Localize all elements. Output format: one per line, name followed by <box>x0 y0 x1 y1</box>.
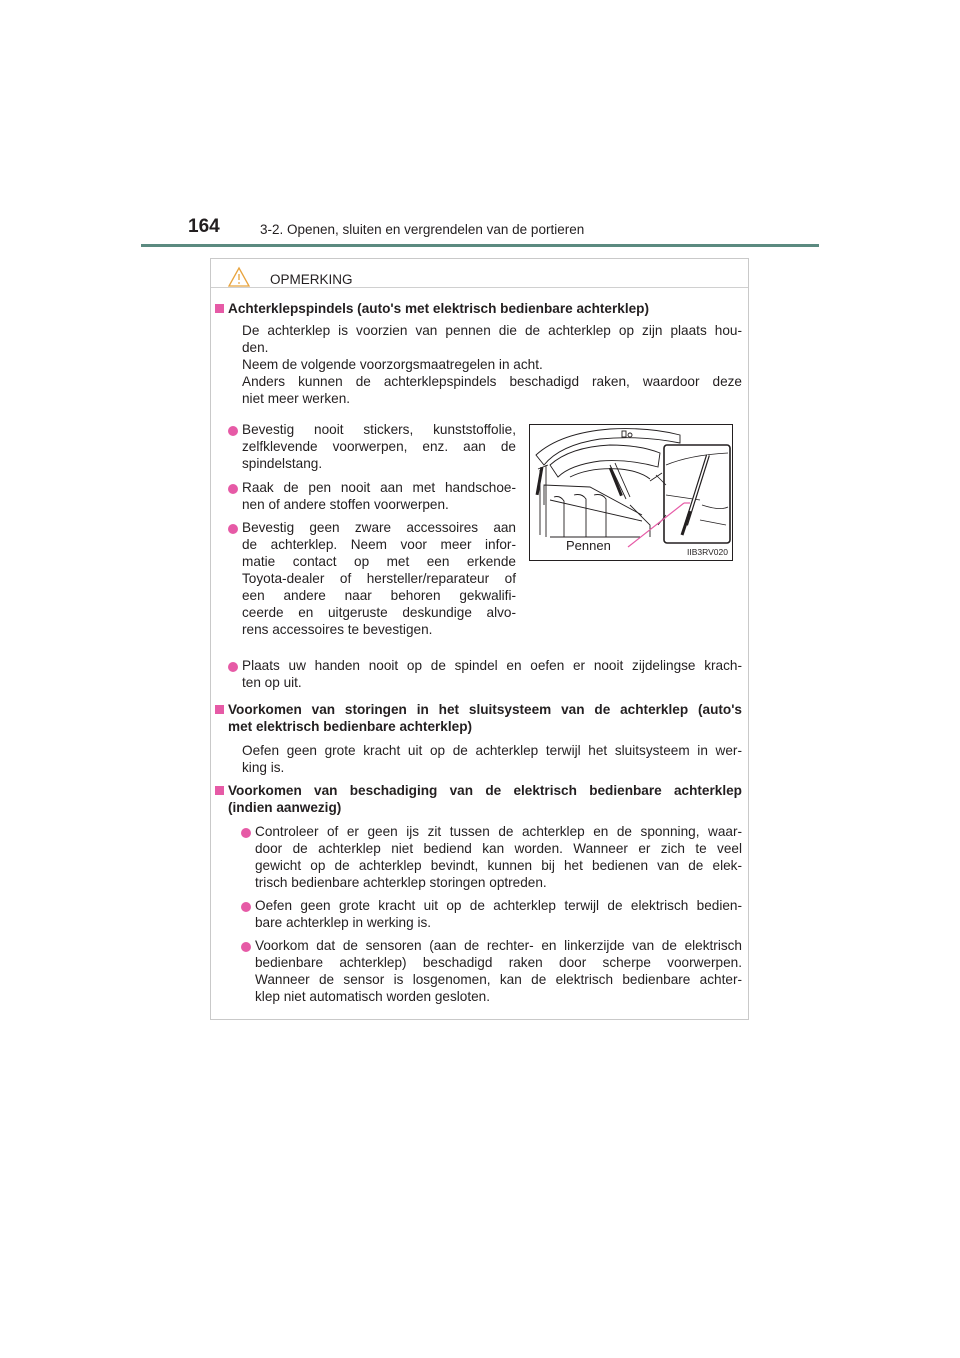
body-line: den. <box>242 340 269 355</box>
body-line: Toyota-dealer of hersteller/reparateur of <box>242 571 516 586</box>
notice-label: OPMERKING <box>270 272 353 287</box>
body-line: bedienbare achterklep) beschadigd raken door scherpe voorwerpen. <box>255 955 742 970</box>
bullet-dot <box>241 942 251 952</box>
body-line: zelfklevende voorwerpen, enz. aan de <box>242 439 516 454</box>
page-number: 164 <box>188 216 220 237</box>
notice-divider <box>211 287 748 288</box>
body-line: spindelstang. <box>242 456 323 471</box>
tailgate-drawing <box>530 425 732 560</box>
bullet-dot <box>228 426 238 436</box>
body-line: trisch bedienbare achterklep storingen optreden. <box>255 875 547 890</box>
body-line: Raak de pen nooit aan met handschoe- <box>242 480 516 495</box>
body-line: rens accessoires te bevestigen. <box>242 622 433 637</box>
body-line: Anders kunnen de achterklepspindels beschadigd raken, waardoor deze <box>242 374 742 389</box>
body-line: bare achterklep in werking is. <box>255 915 432 930</box>
body-line: de achterklep. Neem voor meer infor- <box>242 537 516 552</box>
section-marker <box>215 304 224 313</box>
body-line: Wanneer de sensor is losgenomen, kan de elektrisch bedienbare achter- <box>255 972 742 987</box>
section-heading: met elektrisch bedienbare achterklep) <box>228 719 473 734</box>
body-line: Plaats uw handen nooit op de spindel en oefen er nooit zijdelingse krach- <box>242 658 742 673</box>
section-heading: Achterklepspindels (auto's met elektrisch bedienbare achterklep) <box>228 301 650 316</box>
section-marker <box>215 705 224 714</box>
body-line: nen of andere stoffen voorwerpen. <box>242 497 449 512</box>
illustration-caption: Pennen <box>566 538 611 553</box>
body-line: klep niet automatisch worden gesloten. <box>255 989 491 1004</box>
body-line: matie contact op met een erkende <box>242 554 516 569</box>
bullet-dot <box>241 902 251 912</box>
illustration-code: IIB3RV020 <box>687 547 728 557</box>
body-line: Controleer of er geen ijs zit tussen de achterklep en de sponning, waar- <box>255 824 742 839</box>
body-line: king is. <box>242 760 285 775</box>
header-rule <box>141 244 819 247</box>
notice-box <box>210 258 749 1020</box>
section-title: 3-2. Openen, sluiten en vergrendelen van de portieren <box>260 222 585 237</box>
bullet-dot <box>241 828 251 838</box>
body-line: ten op uit. <box>242 675 302 690</box>
section-marker <box>215 786 224 795</box>
body-line: niet meer werken. <box>242 391 351 406</box>
body-line: Bevestig nooit stickers, kunststoffolie, <box>242 422 516 437</box>
body-line: door de achterklep niet bediend kan worden. Wanneer er zich te veel <box>255 841 742 856</box>
body-line: De achterklep is voorzien van pennen die de achterklep op zijn plaats hou- <box>242 323 742 338</box>
warning-triangle-icon <box>227 265 251 289</box>
bullet-dot <box>228 484 238 494</box>
section-heading: Voorkomen van storingen in het sluitsysteem van de achterklep (auto's <box>228 702 742 717</box>
body-line: Neem de volgende voorzorgsmaatregelen in acht. <box>242 357 543 372</box>
section-heading: Voorkomen van beschadiging van de elektrisch bedienbare achterklep <box>228 783 742 798</box>
body-line: Bevestig geen zware accessoires aan <box>242 520 516 535</box>
body-line: ceerde en uitgeruste deskundige alvo- <box>242 605 516 620</box>
body-line: gewicht op de achterklep bevindt, kunnen bij het bedienen van de elek- <box>255 858 742 873</box>
bullet-dot <box>228 662 238 672</box>
section-heading: (indien aanwezig) <box>228 800 342 815</box>
body-line: een andere naar behoren gekwalifi- <box>242 588 516 603</box>
tailgate-strut-illustration <box>529 424 733 561</box>
body-line: Oefen geen grote kracht uit op de achterklep terwijl het sluitsysteem in wer- <box>242 743 742 758</box>
body-line: Voorkom dat de sensoren (aan de rechter- en linkerzijde van de elektrisch <box>255 938 742 953</box>
bullet-dot <box>228 524 238 534</box>
body-line: Oefen geen grote kracht uit op de achterklep terwijl de elektrisch bedien- <box>255 898 742 913</box>
